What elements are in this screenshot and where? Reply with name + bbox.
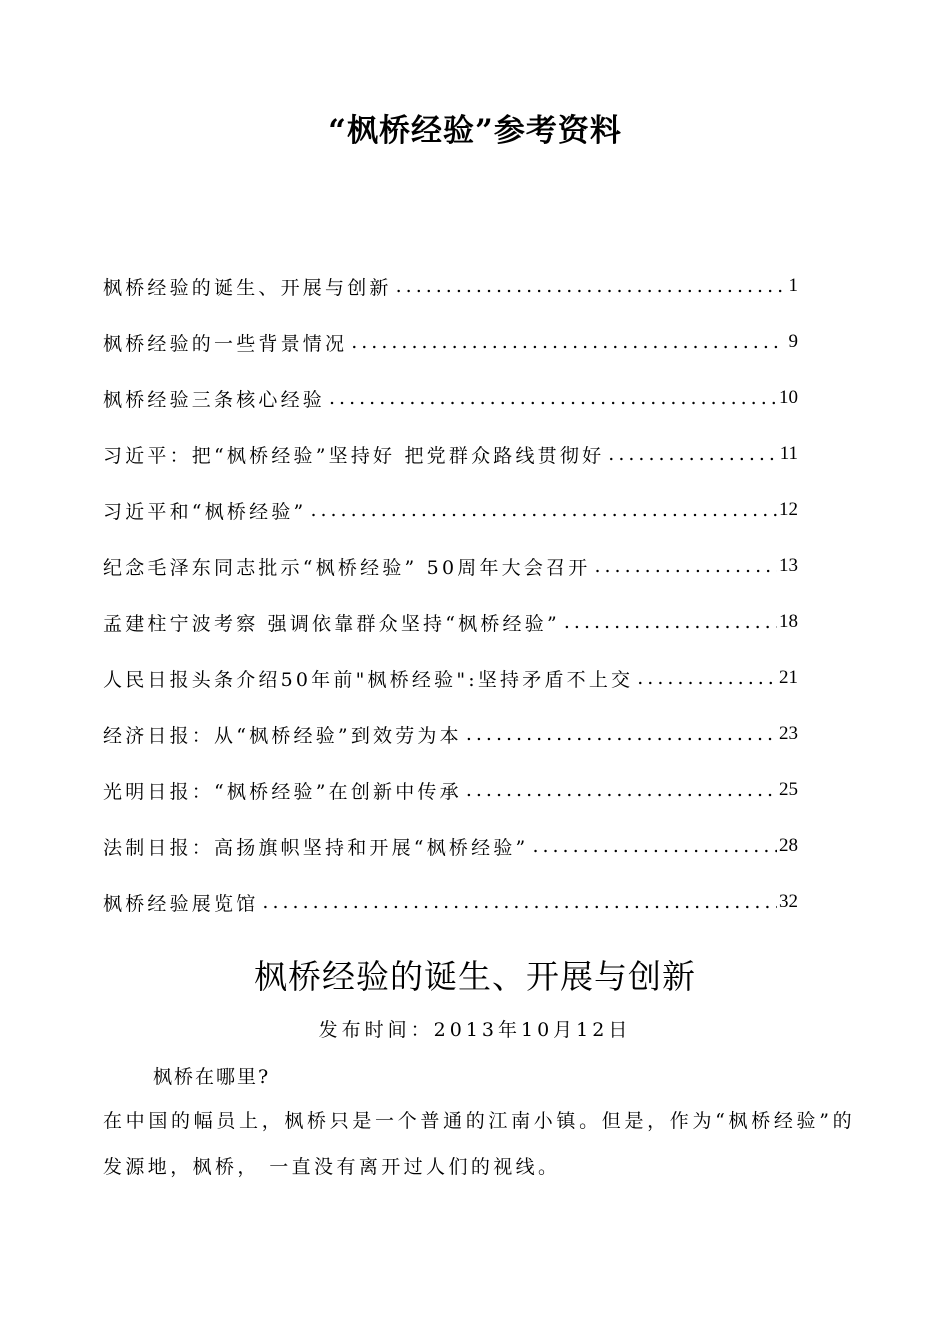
section-title: 枫桥经验的诞生、开展与创新 xyxy=(254,957,696,996)
toc-page-number: 18 xyxy=(779,611,798,632)
toc-entry[interactable] xyxy=(103,314,798,370)
toc-entry[interactable] xyxy=(103,538,798,594)
toc-entry[interactable] xyxy=(103,482,798,538)
toc-entry-title: 枫桥经验的诞生、开展与创新 xyxy=(103,276,392,299)
toc-entry-title: 孟建柱宁波考察 强调依靠群众坚持“枫桥经验” xyxy=(103,612,560,635)
toc-leader-dots xyxy=(532,835,777,857)
toc-entry[interactable] xyxy=(103,258,798,314)
toc-leader-dots xyxy=(466,779,777,801)
toc-page-number: 23 xyxy=(779,723,798,744)
toc-page-number: 11 xyxy=(779,443,798,464)
toc-page-number: 9 xyxy=(788,331,798,352)
toc-leader-dots xyxy=(396,275,782,297)
toc-entry[interactable] xyxy=(103,874,798,930)
publish-date: 发布时间：2013年10月12日 xyxy=(318,1019,632,1041)
toc-entry-title: 经济日报：从“枫桥经验”到效劳为本 xyxy=(103,724,462,747)
lead-question: 枫桥在哪里? xyxy=(153,1066,271,1088)
toc-page-number: 10 xyxy=(779,387,798,408)
toc-entry-title: 习近平和“枫桥经验” xyxy=(103,500,307,523)
toc-entry[interactable] xyxy=(103,650,798,706)
toc-leader-dots xyxy=(564,611,777,633)
toc-leader-dots xyxy=(637,667,777,689)
toc-entry[interactable] xyxy=(103,370,798,426)
table-of-contents xyxy=(103,258,798,930)
toc-entry-title: 枫桥经验展览馆 xyxy=(103,892,259,915)
toc-entry-title: 光明日报：“枫桥经验”在创新中传承 xyxy=(103,780,462,803)
toc-leader-dots xyxy=(594,555,777,577)
toc-entry-title: 枫桥经验三条核心经验 xyxy=(103,388,326,411)
toc-leader-dots xyxy=(310,499,777,521)
toc-page-number: 28 xyxy=(779,835,798,856)
toc-page-number: 13 xyxy=(779,555,798,576)
toc-page-number: 21 xyxy=(779,667,798,688)
toc-entry-title: 习近平：把“枫桥经验”坚持好 把党群众路线贯彻好 xyxy=(103,444,605,467)
document-title: “枫桥经验”参考资料 xyxy=(328,113,622,149)
toc-leader-dots xyxy=(329,387,777,409)
toc-page-number: 1 xyxy=(788,275,798,296)
toc-page-number: 25 xyxy=(779,779,798,800)
toc-leader-dots xyxy=(351,331,782,353)
toc-leader-dots xyxy=(262,891,777,913)
toc-entry-title: 人民日报头条介绍50年前"枫桥经验":坚持矛盾不上交 xyxy=(103,668,634,691)
toc-page-number: 12 xyxy=(779,499,798,520)
body-paragraph: 在中国的幅员上，枫桥只是一个普通的江南小镇。但是，作为“枫桥经验”的发源地，枫桥， 一直没有离开过人们的视线。 xyxy=(103,1110,855,1178)
toc-leader-dots xyxy=(466,723,777,745)
toc-entry-title: 纪念毛泽东同志批示“枫桥经验” 50周年大会召开 xyxy=(103,556,591,579)
toc-entry-title: 枫桥经验的一些背景情况 xyxy=(103,332,348,355)
toc-entry-title: 法制日报：高扬旗帜坚持和开展“枫桥经验” xyxy=(103,836,529,859)
toc-page-number: 32 xyxy=(779,891,798,912)
toc-entry[interactable] xyxy=(103,762,798,818)
toc-entry[interactable] xyxy=(103,594,798,650)
toc-entry[interactable] xyxy=(103,818,798,874)
toc-entry[interactable] xyxy=(103,706,798,762)
toc-leader-dots xyxy=(608,443,777,465)
toc-entry[interactable] xyxy=(103,426,798,482)
